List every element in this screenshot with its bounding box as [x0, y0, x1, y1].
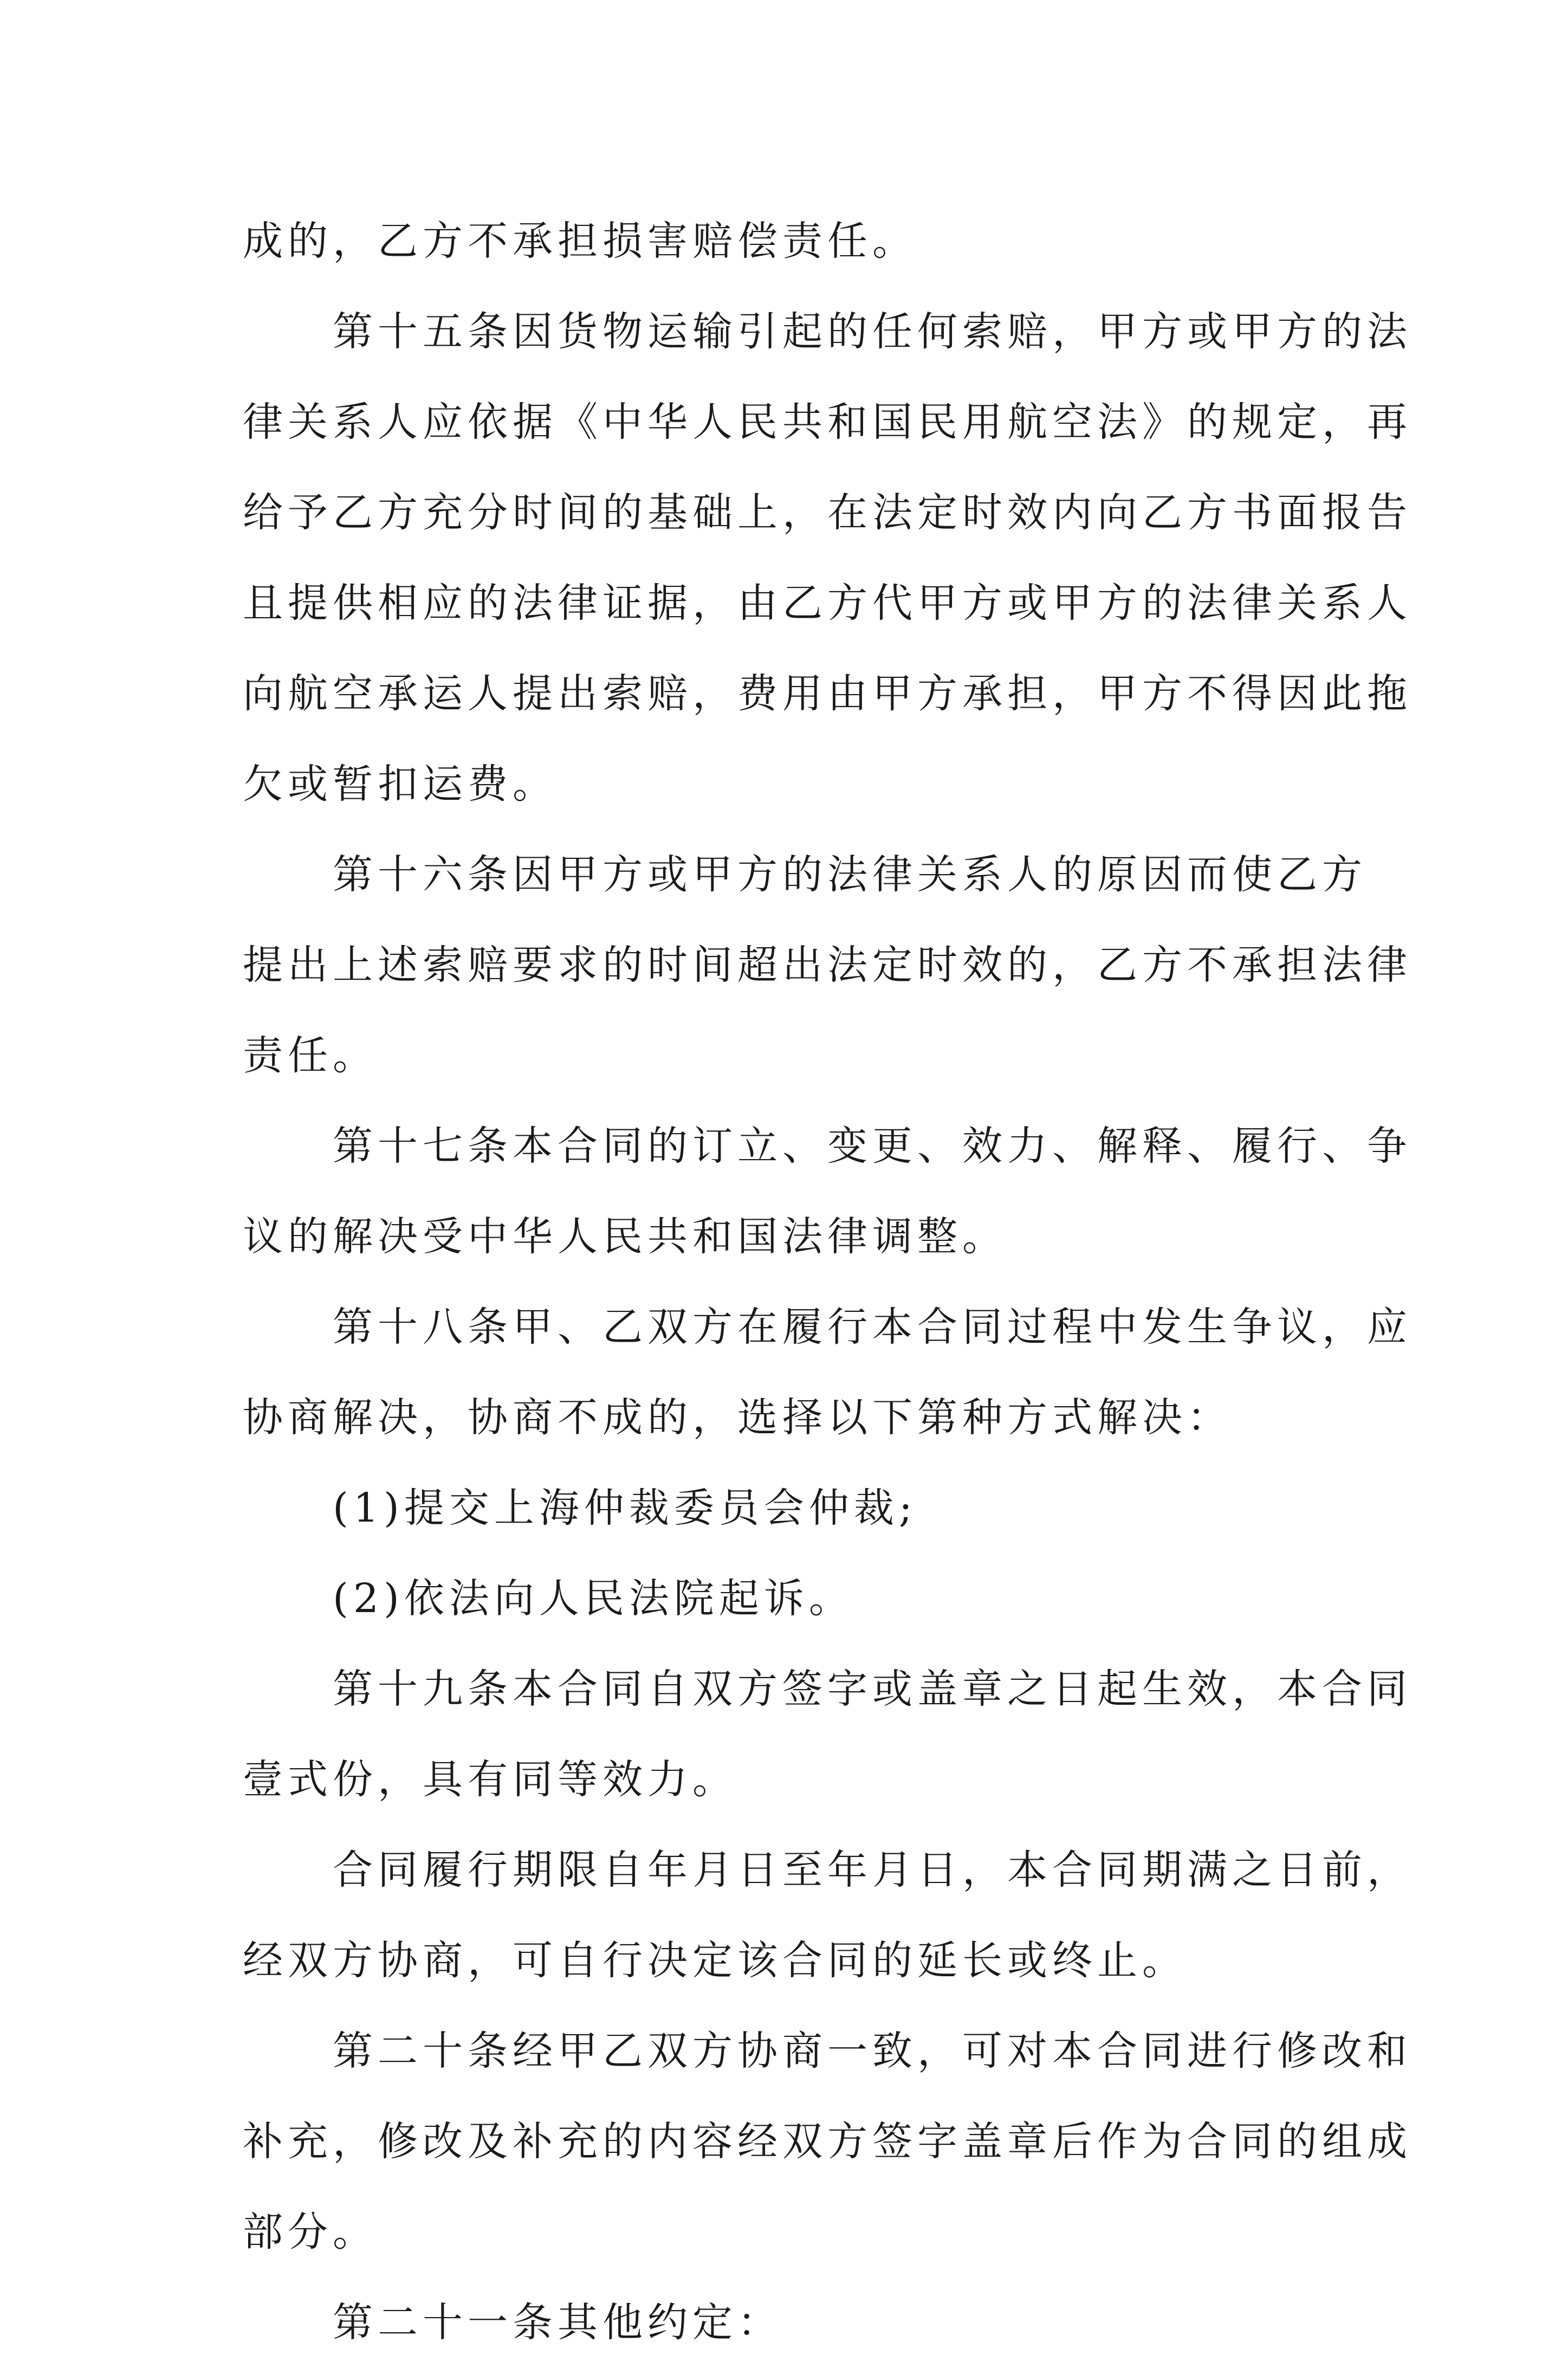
- text-line: 欠或暂扣运费。: [243, 761, 558, 807]
- paragraph-option-1: [243, 1463, 1337, 1554]
- paragraph-option-2: [243, 1554, 1337, 1644]
- text-line: 第二十一条其他约定：: [333, 2299, 782, 2346]
- text-line: 第十五条因货物运输引起的任何索赔，甲方或甲方的法: [333, 308, 1412, 355]
- text-line: 经双方协商，可自行决定该合同的延长或终止。: [243, 1937, 1187, 1984]
- paragraph-continuation: [243, 196, 1337, 287]
- text-line: 提出上述索赔要求的时间超出法定时效的，乙方不承担法律: [243, 942, 1412, 988]
- text-line: 合同履行期限自年月日至年月日，本合同期满之日前，: [333, 1847, 1412, 1893]
- paragraph-article-17: [243, 1101, 1412, 1282]
- text-line: 第十九条本合同自双方签字或盖章之日起生效，本合同: [333, 1666, 1412, 1712]
- text-line: 补充，修改及补充的内容经双方签字盖章后作为合同的组成: [243, 2118, 1412, 2165]
- paragraph-article-20: [243, 2006, 1412, 2278]
- contract-body: [243, 196, 1412, 2368]
- paragraph-article-19: [243, 1644, 1412, 1825]
- text-line: 壹式份，具有同等效力。: [243, 1756, 737, 1803]
- text-line: 部分。: [243, 2209, 378, 2255]
- text-line: (1)提交上海仲裁委员会仲裁;: [333, 1485, 917, 1531]
- text-line: 律关系人应依据《中华人民共和国民用航空法》的规定，再: [243, 399, 1412, 445]
- text-line: (2)依法向人民法院起诉。: [333, 1575, 854, 1622]
- text-line: 第十八条甲、乙双方在履行本合同过程中发生争议，应: [333, 1304, 1412, 1350]
- text-line: 第二十条经甲乙双方协商一致，可对本合同进行修改和: [333, 2028, 1412, 2074]
- text-line: 第十六条因甲方或甲方的法律关系人的原因而使乙方: [333, 851, 1367, 898]
- text-line: 议的解决受中华人民共和国法律调整。: [243, 1213, 1007, 1260]
- paragraph-article-21: [243, 2278, 1337, 2368]
- paragraph-article-16: [243, 830, 1412, 1101]
- text-line: 向航空承运人提出索赔，费用由甲方承担，甲方不得因此拖: [243, 670, 1412, 717]
- text-line: 给予乙方充分时间的基础上，在法定时效内向乙方书面报告: [243, 489, 1412, 536]
- text-line: 责任。: [243, 1032, 378, 1079]
- paragraph-article-15: [243, 287, 1412, 830]
- text-line: 第十七条本合同的订立、变更、效力、解释、履行、争: [333, 1123, 1412, 1169]
- text-line: 成的，乙方不承担损害赔偿责任。: [243, 218, 917, 264]
- paragraph-article-18: [243, 1282, 1412, 1463]
- paragraph-term: [243, 1825, 1412, 2006]
- text-line: 协商解决，协商不成的，选择以下第种方式解决：: [243, 1394, 1232, 1441]
- text-line: 且提供相应的法律证据，由乙方代甲方或甲方的法律关系人: [243, 580, 1412, 626]
